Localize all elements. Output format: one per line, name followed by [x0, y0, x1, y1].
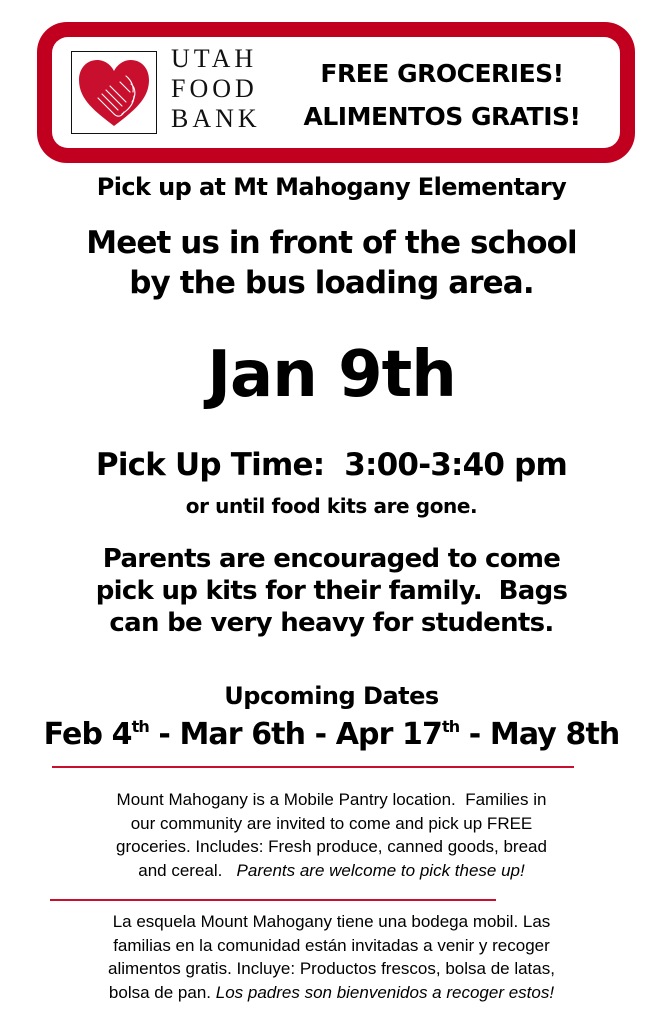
- pickup-location: Pick up at Mt Mahogany Elementary: [96, 173, 567, 201]
- pickup-note: or until food kits are gone.: [185, 494, 478, 518]
- event-date: Jan 9th: [207, 338, 456, 412]
- english-line-3: groceries. Includes: Fresh produce, canned goods, bread: [116, 837, 547, 856]
- banner-headline: [270, 52, 614, 138]
- english-italic-note: Parents are welcome to pick these up!: [236, 860, 525, 880]
- headline-english: FREE GROCERIES!: [320, 59, 564, 88]
- spanish-line-4: bolsa de pan. Los padres son bienvenidos a recoger estos!: [108, 982, 555, 1002]
- date-separator: -: [148, 717, 180, 752]
- logo-line-food: FOOD: [171, 74, 258, 103]
- logo-line-utah: UTAH: [171, 44, 258, 73]
- meeting-point-line-2: by the bus loading area.: [129, 265, 534, 301]
- upcoming-date-3: Apr 17th: [335, 717, 460, 752]
- spanish-line-1: La esquela Mount Mahogany tiene una bodega mobil. Las: [112, 912, 551, 931]
- parents-note-line-3: can be very heavy for students.: [109, 608, 554, 638]
- date-separator: -: [459, 717, 490, 752]
- english-paragraph: [0, 788, 663, 882]
- upcoming-date-1: Feb 4th: [43, 717, 149, 752]
- upcoming-date-4: May 8th: [489, 717, 620, 752]
- parents-note-line-1: Parents are encouraged to come: [102, 544, 561, 574]
- pickup-time: Pick Up Time: 3:00-3:40 pm: [95, 447, 568, 483]
- spanish-paragraph: [0, 910, 663, 1004]
- logo-line-bank: BANK: [171, 104, 261, 133]
- parents-note-line-2: pick up kits for their family. Bags: [95, 576, 568, 606]
- heart-hands-icon: [76, 56, 152, 129]
- logo-wordmark: [171, 44, 261, 134]
- parents-note: [0, 543, 663, 639]
- date-separator: -: [305, 717, 336, 752]
- english-line-4: and cereal. Parents are welcome to pick these up!: [138, 860, 525, 880]
- meeting-point: [0, 223, 663, 303]
- upcoming-dates-list: [0, 715, 663, 755]
- meeting-point-line-1: Meet us in front of the school: [86, 225, 577, 261]
- spanish-line-2: familias en la comunidad están invitadas a venir y recoger: [113, 935, 550, 955]
- spanish-line-3: alimentos gratis. Incluye: Productos frescos, bolsa de latas,: [108, 959, 555, 978]
- utah-food-bank-logo: [71, 51, 157, 134]
- english-line-1: Mount Mahogany is a Mobile Pantry location. Families in: [116, 790, 547, 809]
- upcoming-dates-title: Upcoming Dates: [224, 682, 439, 710]
- spanish-italic-note: Los padres son bienvenidos a recoger estos!: [215, 982, 555, 1002]
- upcoming-date-2: Mar 6th: [179, 717, 306, 752]
- headline-spanish: ALIMENTOS GRATIS!: [303, 102, 581, 131]
- divider-1: [52, 766, 574, 768]
- divider-2: [50, 899, 496, 901]
- english-line-2: our community are invited to come and pick up FREE: [130, 813, 533, 833]
